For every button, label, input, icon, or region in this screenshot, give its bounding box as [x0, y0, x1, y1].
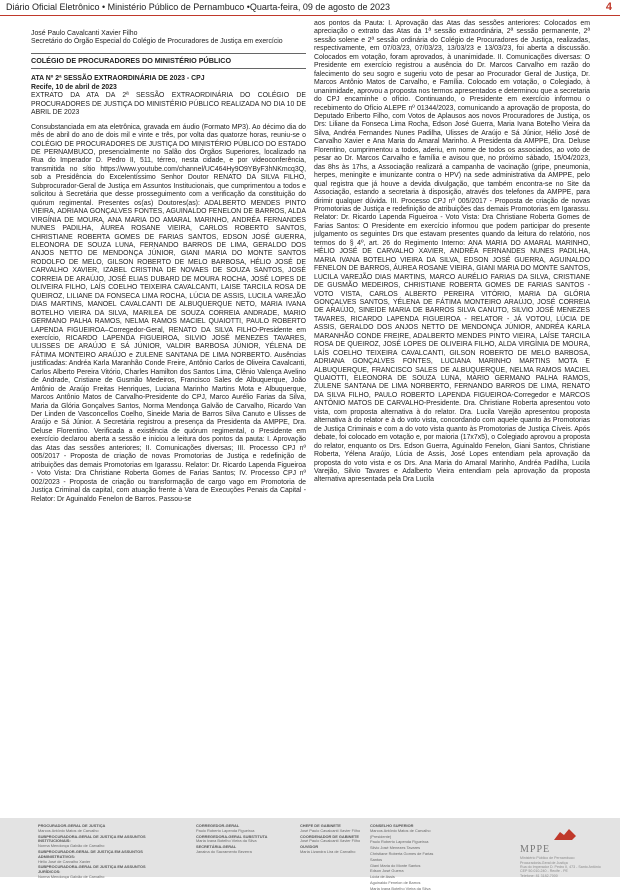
footer-role: PROCURADOR-GERAL DE JUSTIÇA: [38, 823, 106, 828]
footer-person: (Presidente): [370, 833, 392, 839]
footer-person: Maria Lizandra Lira de Carvalho: [300, 848, 356, 854]
footer-col-leadership: [38, 824, 158, 881]
footer-person: Edson José Guerra: [370, 868, 404, 874]
footer-person: Norma Mendonça Galvão de Carvalho: [38, 873, 105, 879]
logo-subtitle: Ministério Público de Pernambuco: [520, 856, 575, 860]
footer-role: CONSELHO SUPERIOR: [370, 823, 414, 828]
footer-role: CORREGEDORA-GERAL SUBSTITUTA: [196, 833, 268, 839]
footer-role: OUVIDOR: [300, 844, 319, 850]
signature-role: Secretário do Órgão Especial do Colégio de Procuradores de Justiça em exercício: [31, 38, 283, 46]
footer-person: Paulo Roberto Lapenda Figueiroa: [196, 827, 255, 833]
page-header: [0, 0, 620, 16]
map-logo-icon: [550, 826, 580, 844]
footer-role: SECRETÁRIA-GERAL: [196, 844, 237, 850]
header-divider: [0, 15, 620, 16]
footer-person: Christiane Roberta Gomes de Farias: [370, 850, 434, 856]
mppe-logo: [520, 826, 614, 878]
footer-person: Silvio José Menezes Tavares: [370, 845, 421, 851]
footer-person: Janaina do Sacramento Bezerra: [196, 848, 252, 854]
header-title: Diário Oficial Eletrônico • Ministério Público de Pernambuco •Quarta-feira, 09 de agosto de 2023: [6, 2, 391, 12]
ata-date: Recife, 10 de abril de 2023: [31, 83, 117, 91]
footer-person: José Paulo Cavalcanti Xavier Filho: [300, 827, 361, 833]
footer-person: Marcos Antônio Matos de Carvalho: [370, 827, 431, 833]
right-column: [314, 20, 590, 485]
address-line: Telefone: 81 3182-7000: [520, 873, 558, 878]
ata-body: Consubstanciada em ata eletrônica, gravada em áudio (Formato MP3). Ao décimo dia do mês de abril do ano de dois mil e vinte e três, por volta das quatorze horas, reuniu-se o COLÉGIO DE PROCURADORES DE JUSTIÇA DO MINISTÉRIO PÚBLICO DO ESTADO DE PERNAMBUCO, presencialmente no Salão dos Órgãos Superiores, localizado na Rua do Imperador D. Pedro II, 511, térreo, nesta cidade, e por videoconferência, transmitida no sítio https://www.youtube.com/channel/UC464Hy9O9YByF3hNKmcq3Q, sob a Presidência do Excelentíssimo Senhor Doutor RENATO DA SILVA FILHO, Subprocurador-Geral de Justiça em Assuntos Institucionais, que cumprimentou a todos e solicitou à Secretária que desse prosseguimento com a verificação da constituição do quórum regimental. Presentes os(as) Doutores(as): ADALBERTO MENDES PINTO VIEIRA, ADRIANA GONÇALVES FONTES, AGUINALDO FENELON DE BARROS, ALDA VIRGÍNIA DE MOURA, ANA MARIA DO AMARAL MARINHO, ANDRÉA FERNANDES NUNES PADILHA, ÁUREA ROSANE VIEIRA, CARLOS ROBERTO SANTOS, CHRISTIANE ROBERTA GOMES DE FARIAS SANTOS, EDSON JOSÉ GUERRA, ELEONORA DE SOUZA LUNA, FERNANDO BARROS DE LIMA, GERALDO DOS ANJOS NETTO DE MENDONÇA JÚNIOR, GIANI MARIA DO MONTE SANTOS RODOLFO DE MELO, GILSON ROBERTO DE MELO BARBOSA, HÉLIO JOSÉ DE CARVALHO XAVIER, IZABEL CRISTINA DE NOVAES DE SOUZA SANTOS, JOSÉ CORREIA DE ARAÚJO, JOSÉ ELIAS DUBARD DE MOURA ROCHA, JOSÉ LOPES DE OLIVEIRA FILHO, LAÍS COELHO TEIXEIRA CAVALCANTI, LAISE TARCILA ROSA DE QUEIROZ, LILIANE DA FONSECA LIMA ROCHA, LÚCIA DE ASSIS, LUCILA VAREJÃO DIAS MARTINS, MANOEL CAVALCANTI DE ALBUQUERQUE NETO, MARIA IVANA BOTELHO VIEIRA DA SILVA, MARILEA DE SOUZA CORREIA ANDRADE, MARIO GERMANO PALHA RAMOS, NELMA RAMOS MACIEL QUAIOTTI, PAULO ROBERTO LAPENDA FIGUEIROA–Corregedor-Geral, RENATO DA SILVA FILHO-Presidente em exercício, RICARDO LAPENDA FIGUEIROA, SILVIO JOSÉ MENEZES TAVARES, ULISSES DE ARAÚJO E SÁ JÚNIOR, VALDIR BARBOSA JÚNIOR, YÉLENA DE FÁTIMA MONTEIRO ARAÚJO e ZULENE SANTANA DE LIMA NORBERTO. Ausências justificadas: Andréa Karla Maranhão Conde Freire, Antônio Carlos de Oliveira Cavalcanti, Carlos Alberto Pereira Vitório, Charles Hamilton dos Santos Lima, Clênio Valença Avelino de Andrade, Cristiane de Gusmão Medeiros, Francisco Sales de Albuquerque, João Antônio de Araújo Freitas Henriques, Luciana Marinho Martins Mota e Albuquerque, Marcos Antônio Matos de Carvalho-Presidente do CPJ, Marco Aurélio Farias da Silva, Maria da Glória Gonçalves Santos, Norma Mendonça Galvão de Carvalho, Ricardo Van Der Linden de Vasconcellos Coelho, Sineide Maria de Barros Silva Canuto e Ulisses de Araújo e Sá Júnior. A Secretária registrou a presença da Presidenta da AMPPE, Dra. Deluse Florentino. Verificada a existência de quórum regimental, o Presidente em exercício declarou aberta a sessão e iniciou a leitura dos pontos da pauta: I. Aprovação das Atas das sessões anteriores; II. Comunicações diversas; III. Processo CPJ nº 005/2017 - Proposta de criação de novas Promotorias de Justiça e redefinição de atribuições das demais Promotorias em Igarassu. Relator: Dr. Ricardo Lapenda Figueiroa - Voto Vista: Dra Christiane Roberta Gomes de Farias Santos; IV. Processo CPJ nº 002/2023 - Proposta de criação ou transformação de cargo vago em Promotoria de Justiça Criminal da capital, com atuação frente à Vara de Execuções Penais da Capital - Relator: Dr Aguinaldo Fenelon de Barros. Passou-se: [31, 123, 306, 503]
footer-col-conselho: [370, 824, 450, 893]
footer-role: CHEFE DE GABINETE: [300, 823, 341, 828]
footer-person: Paulo Roberto Lapenda Figueiroa: [370, 839, 429, 845]
footer-person: Santos: [370, 856, 383, 862]
footer-person: Maria Ivana Botelho Vieira da Silva: [196, 838, 257, 844]
footer-person: José Paulo Cavalcanti Xavier Filho: [300, 838, 361, 844]
footer-person: Norma Mendonça Galvão de Carvalho: [38, 843, 105, 849]
ata-title: ATA Nº 2ª SESSÃO EXTRAORDINÁRIA DE 2023 - CPJ: [31, 75, 205, 83]
footer-person: Hélio José de Carvalho Xavier: [38, 858, 91, 864]
footer: [0, 818, 620, 891]
address-line: Procuradoria-Geral de Justiça: [520, 861, 568, 865]
section-title: COLÉGIO DE PROCURADORES DO MINISTÉRIO PÚBLICO: [31, 53, 306, 69]
footer-person: Marcos Antônio Matos de Carvalho: [38, 827, 99, 833]
left-column: [31, 30, 306, 504]
footer-person: Maria Ivana Botelho Vieira da Silva: [370, 885, 431, 891]
logo-wordmark: MPPE: [520, 844, 551, 855]
address-line: Rua do Imperador D. Pedro II, 473 - Santo Antônio: [520, 865, 601, 870]
footer-role: SUBPROCURADOR-GERAL DE JUSTIÇA EM ASSUNTOS ADMINISTRATIVOS:: [38, 848, 143, 859]
footer-col-gabinete: [300, 824, 370, 856]
footer-person: Aguinaldo Fenelon de Barros: [370, 879, 421, 885]
ata-body-continued: aos pontos da Pauta: I. Aprovação das Atas das sessões anteriores: Colocados em apreciação o extrato das Atas da 1ª sessão extraordinária, 2ª sessão permanente, 2ª sessão solene e 2ª sessão ordinária do Colégio de Procuradores de Justiça, realizadas, respectivamente, em 07/03/23, 07/03/23, 13/03/23 e 13/03/23, foi aberta a discussão. Colocados em votação, foram aprovados, à unanimidade. II. Comunicações diversas: O Presidente em exercício registrou a ausência do Dr. Marcos Carvalho em razão do falecimento do seu sogro e sugeriu voto de pesar ao Procurador Geral de Justiça, Dr. Marcos Antônio Matos de Carvalho, e Família. Colocado em votação, o Colegiado, à unanimidade, aprovou a proposta nos termos apresentados e determinou que a secretaria do CPJ encaminhe o ofício. Continuando, o Presidente em exercício informou o recebimento do Ofício ALEPE nº 01344/2023, comunicando a aprovação de proposta, do Deputado Eriberto Filho, com Votos de Aplausos aos novos Procuradores de Justiça, os Drs: Liliane da Fonseca Lima Rocha, Edson José Guerra, Maria Ivana Botelho Vieira da Silva, Andréa Fernandes Nunes Padilha, Ulisses de Araújo e Sá Júnior, Hélio José de Carvalho Xavier e Ana Maria do Amaral Marinho. A Presidenta da AMPPE, Dra. Deluse Florentino, cumprimentou a todos, aderiu, em nome de todos os associados, ao voto de pesar ao Dr. Marcos Carvalho e família e avisou que, no próximo sábado, 15/04/2023, das 8hs às 17hs, a Associação realizará a campanha de vacinação (gripe, pneumonia, herpes, meningite e imunizante contra o HPV) na sede administrativa da AMPPE, pelo qual registra que já houve a devida divulgação, que também encontra-se no Site da Associação, estando a secretaria à disposição, através dos telefones da AMPPE, para dirimir qualquer dúvida. III. Processo CPJ nº 005/2017 - Proposta de criação de novas Promotorias de Justiça e redefinição de atribuições das demais Promotorias em Igarassu. Relator: Dr. Ricardo Lapenda Figueiroa - Voto Vista: Dra Christiane Roberta Gomes de Farias Santos: O Presidente em exercício informou que podem participar do presente julgamento os seguintes Drs que estavam presentes quando da leitura do relatório, nos termos do § 4º, art. 26 do Regimento Interno: ANA MARIA DO AMARAL MARINHO, HÉLIO JOSÉ DE CARVALHO XAVIER, ANDRÉA FERNANDES NUNES PADILHA, MARIA IVANA BOTELHO VIEIRA DA SILVA, EDSON JOSÉ GUERRA, AGUINALDO FENELON DE BARROS, ÁUREA ROSANE VIEIRA, GIANI MARIA DO MONTE SANTOS, LUCILA VAREJÃO DIAS MARTINS, MARCO AURÉLIO FARIAS DA SILVA, CRISTIANE DE GUSMÃO MEDEIROS, CHRISTIANE ROBERTA GOMES DE FARIAS SANTOS - VOTO VISTA, CARLOS ALBERTO PEREIRA VITÓRIO, MARIA DA GLÓRIA GONÇALVES SANTOS, YÉLENA DE FÁTIMA MONTEIRO ARAÚJO, JOSÉ CORREIA DE ARAÚJO, SINEIDE MARIA DE BARROS SILVA CANUTO, SILVIO JOSÉ MENEZES TAVARES, RICARDO LAPENDA FIGUEIROA - RELATOR - JÁ VOTOU, LÚCIA DE ASSIS, GERALDO DOS ANJOS NETTO DE MENDONÇA JÚNIOR, ANDRÉA KARLA MARANHÃO CONDE FREIRE, ADALBERTO MENDES PINTO VIEIRA, LAÍSE TARCILA ROSA DE QUEIROZ, JOSÉ LOPES DE OLIVEIRA FILHO, ALDA VIRGÍNIA DE MOURA, LAÍS COELHO TEIXEIRA CAVALCANTI, GILSON ROBERTO DE MELO BARBOSA, ADRIANA GONÇALVES FONTES, LUCIANA MARINHO MARTINS MOTA E ALBUQUERQUE, FRANCISCO SALES DE ALBUQUERQUE, NELMA RAMOS MACIEL QUAIOTTI, ELEONORA DE SOUZA LUNA, MARIO GERMANO PALHA RAMOS, ZULENE SANTANA DE LIMA NORBERTO, FERNANDO BARROS DE LIMA, RENATO DA SILVA FILHO, PAULO ROBERTO LAPENDA FIGUEIROA-Corregedor e MARCOS ANTÔNIO MATOS DE CARVALHO-Presidente. Dra. Christiane Roberta apresentou voto vista, com proposta alternativa à do relator. Dra. Lucila Varejão apresentou proposta alternativa à do relator e à do voto vista, concordando com aquele quanto às Promotorias de Justiça Criminais e com a do voto vista quanto às Promotorias de Justiça Cíveis. Após debate, foi colocado em votação e, por maioria (17x7x5), o Colegiado aprovou a proposta do relator, enquanto os Drs. Edson Guerra, Aguinaldo Fenelon, Giani Santos, Christiane Roberta, Yélena Araújo, Lúcia de Assis, José Lopes entendiam pela aprovação da proposta do voto vista e os Drs. Ana Maria do Amaral Marinho, Andréa Padilha, Lucila Varejão, Silvio Tavares e Adalberto Vieira entendiam pela aprovação da proposta alternativa apresentada pela Dra Lucila: [314, 20, 590, 484]
footer-role: SUBPROCURADORA-GERAL DE JUSTIÇA EM ASSUNTOS INSTITUCIONAIS:: [38, 833, 146, 844]
page-number: 4: [605, 1, 612, 13]
signature-name: José Paulo Cavalcanti Xavier Filho: [31, 30, 138, 37]
address-line: CEP 50.010-240 - Recife - PE: [520, 869, 568, 874]
footer-role: CORREGEDOR-GERAL: [196, 823, 240, 828]
footer-role: SUBPROCURADORA-GERAL DE JUSTIÇA EM ASSUNTOS JURÍDICOS:: [38, 864, 146, 875]
footer-person: Lúcia de Assis: [370, 874, 395, 880]
ata-extract: EXTRATO DA ATA DA 2ª SESSÃO EXTRAORDINÁRIA DO COLÉGIO DE PROCURADORES DE JUSTIÇA DO MINISTÉRIO PÚBLICO REALIZADA NO DIA 10 DE ABRIL DE 2023: [31, 92, 306, 117]
footer-role: COORDENADOR DE GABINETE: [300, 833, 360, 839]
footer-person: Giani Maria do Monte Santos: [370, 862, 421, 868]
institution-address: [520, 861, 614, 878]
footer-col-corregedoria: [196, 824, 296, 856]
